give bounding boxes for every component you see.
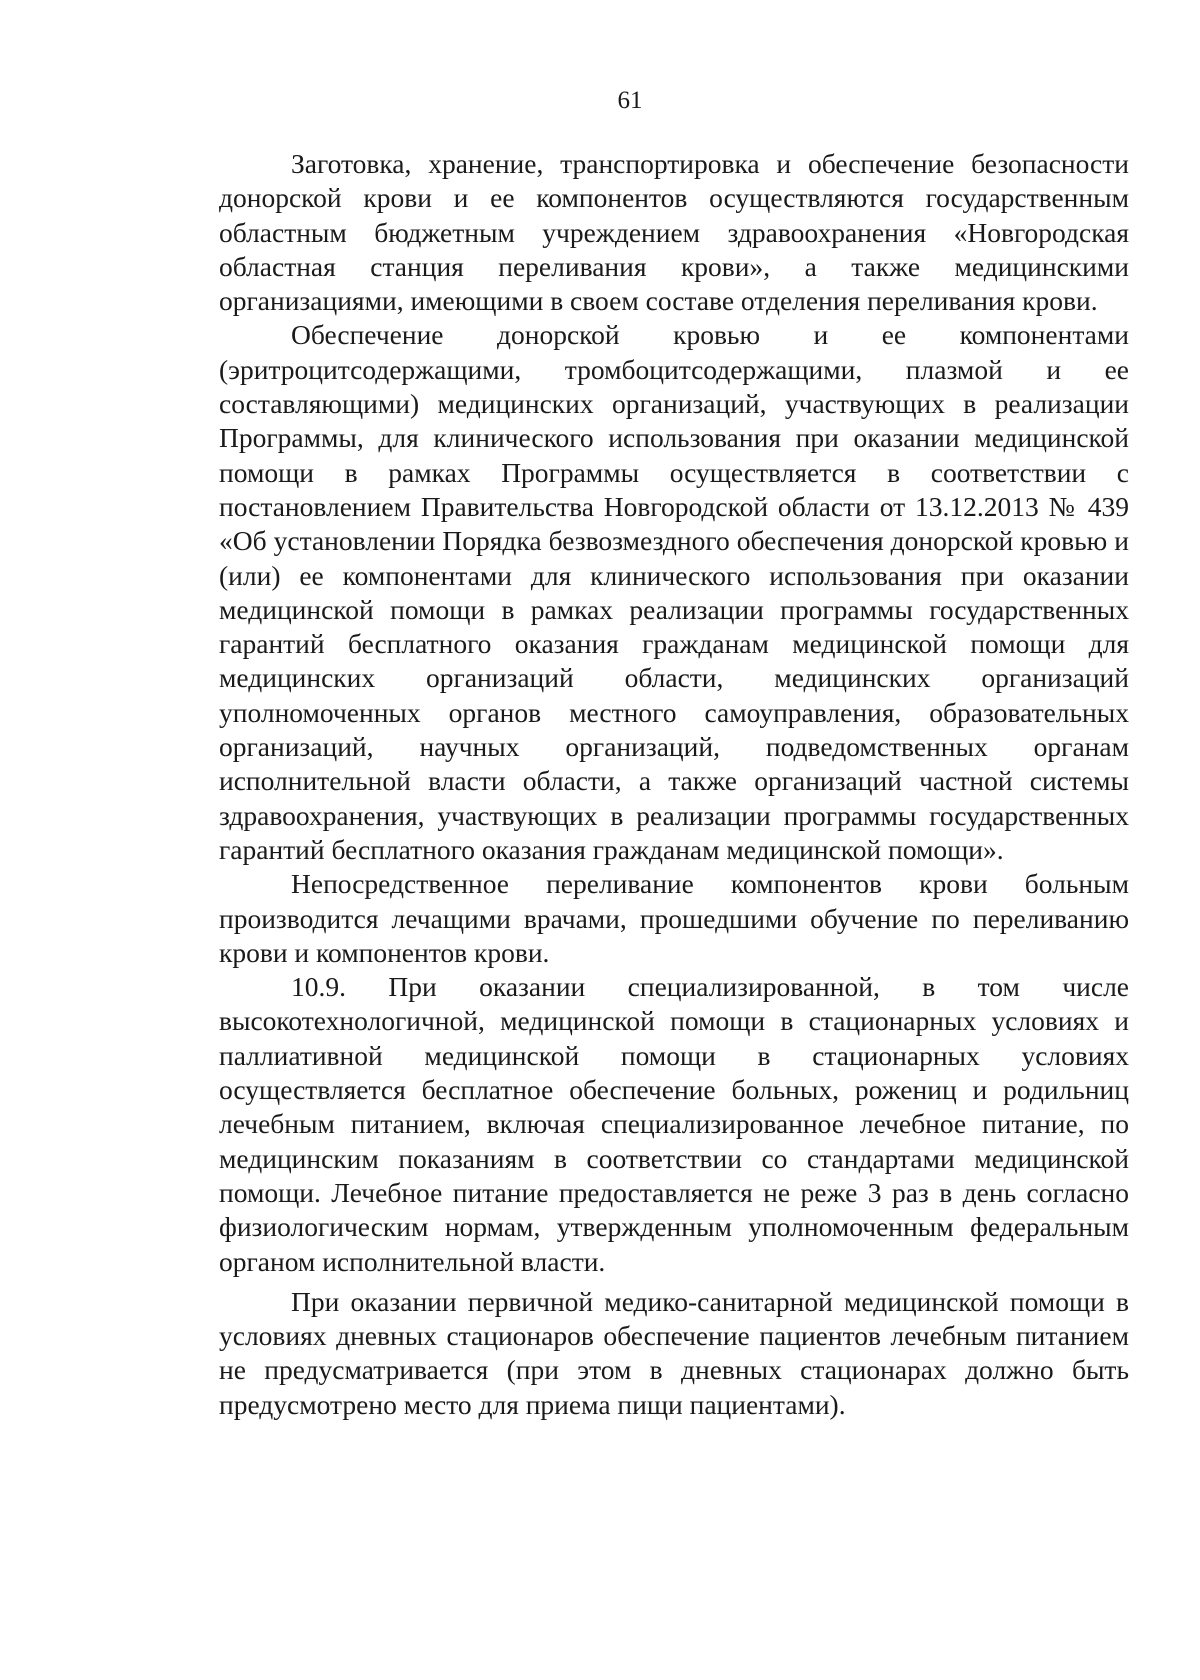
document-body	[219, 147, 1129, 1422]
paragraph-day-hospital: При оказании первичной медико-санитарной медицинской помощи в условиях дневных стационаров обеспечение пациентов лечебным питанием не предусматривается (при этом в дневных стационарах должно быть предусмотрено место для приема пищи пациентами).	[219, 1285, 1129, 1420]
paragraph-transfusion: Непосредственное переливание компонентов крови больным производится лечащими врачами, прошедшими обучение по переливанию крови и компонентов крови.	[219, 868, 1129, 968]
page-number: 61	[617, 87, 643, 114]
paragraph-section-10-9: 10.9. При оказании специализированной, в том числе высокотехнологичной, медицинской помощи в стационарных условиях и паллиативной медицинской помощи в стационарных условиях осуществляется бесплатное обеспечение больных, рожениц и родильниц лечебным питанием, включая специализированное лечебное питание, по медицинским показаниям в соответствии со стандартами медицинской помощи. Лечебное питание предоставляется не реже 3 раз в день согласно физиологическим нормам, утвержденным уполномоченным федеральным органом исполнительной власти.	[219, 971, 1129, 1277]
paragraph-blood-supply: Обеспечение донорской кровью и ее компонентами (эритроцитсодержащими, тромбоцитсодержащими, плазмой и ее составляющими) медицинских организаций, участвующих в реализации Программы, для клинического использования при оказании медицинской помощи в рамках Программы осуществляется в соответствии с постановлением Правительства Новгородской области от 13.12.2013 № 439 «Об установлении Порядка безвозмездного обеспечения донорской кровью и (или) ее компонентами для клинического использования при оказании медицинской помощи в рамках реализации программы государственных гарантий бесплатного оказания гражданам медицинской помощи для медицинских организаций области, медицинских организаций уполномоченных органов местного самоуправления, образовательных организаций, научных организаций, подведомственных органам исполнительной власти области, а также организаций частной системы здравоохранения, участвующих в реализации программы государственных гарантий бесплатного оказания гражданам медицинской помощи».	[219, 319, 1129, 865]
paragraph-blood-procurement: Заготовка, хранение, транспортировка и обеспечение безопасности донорской крови и ее компонентов осуществляются государственным областным бюджетным учреждением здравоохранения «Новгородская областная станция переливания крови», а также медицинскими организациями, имеющими в своем составе отделения переливания крови.	[219, 148, 1129, 317]
